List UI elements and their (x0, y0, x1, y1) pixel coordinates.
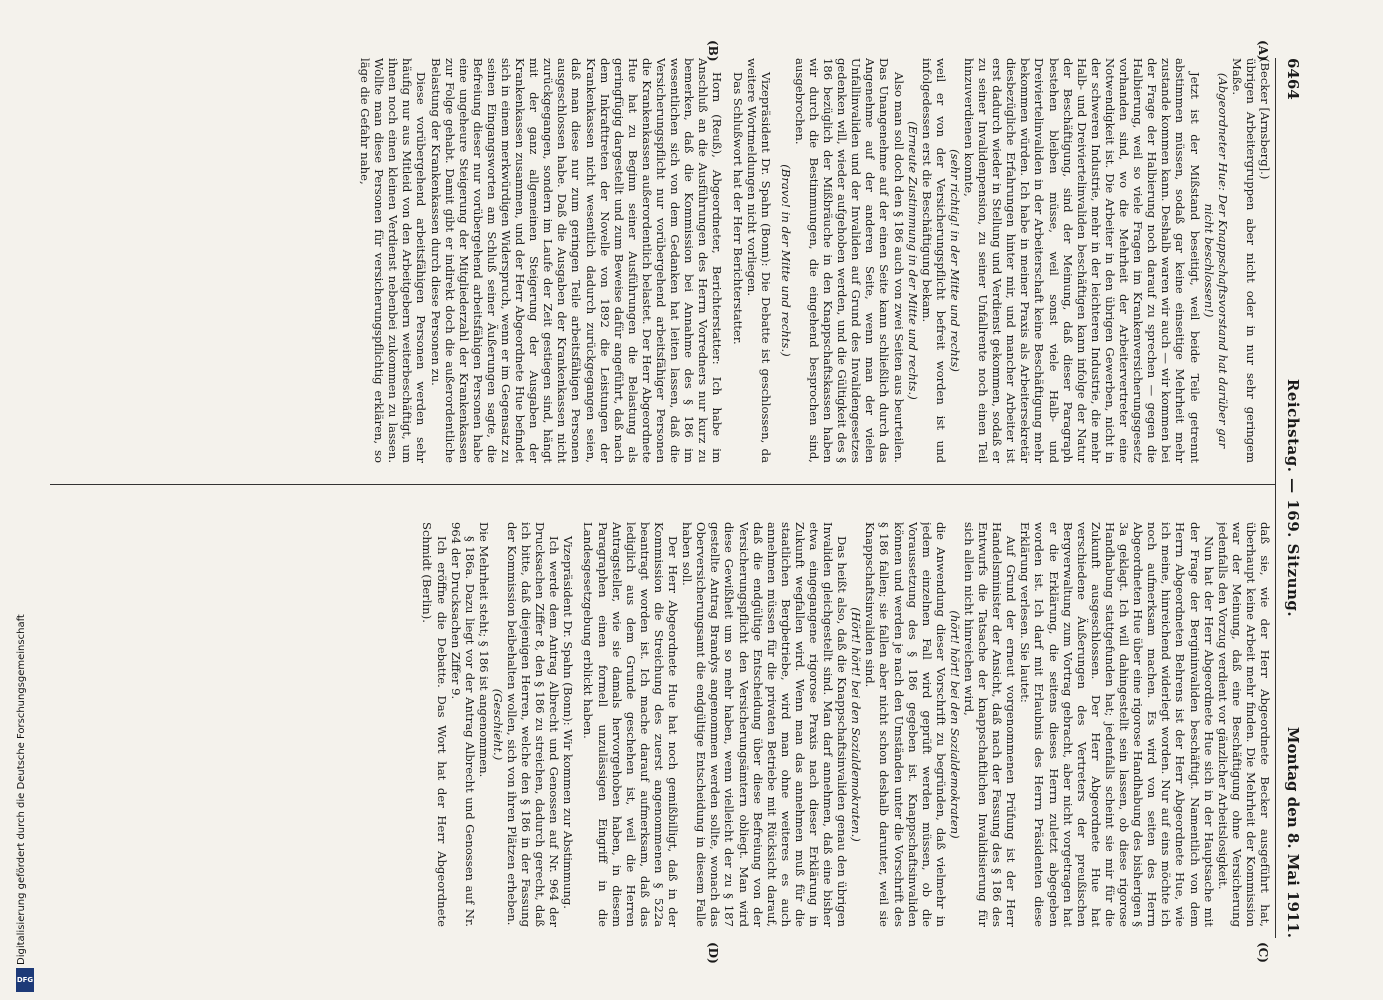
right-column (57, 522, 1272, 927)
margin-marker-c: (C) (1256, 942, 1270, 963)
margin-marker-b: (B) (706, 40, 720, 62)
paragraph: Der Herr Abgeordnete Hue hat noch gemißbilligt, daß in der Kommission die Streichung des zuerst angenommenen § 522a beantragt worden ist. Ich mache darauf aufmerksam, daß das lediglich aus dem Grunde geschehen ist, weil die Herren Antragsteller, wie sie damals hervorgehoben haben, in diesem Paragraphen einen formell unzulässigen Eingriff in die Landesgesetzgebung erblickt haben. (581, 522, 681, 927)
document-page (30, 0, 1330, 1000)
paragraph: (Becker [Arnsberg].) (1258, 58, 1272, 180)
paragraph: Nun hat der Herr Abgeordnete Hue sich in der Hauptsache mit der Frage der Bergininvaliden beschäftigt. Namentlich von dem Herrn Abgeordneten Behrens ist der Herr Abgeordnete Hue, wie ich meine, hinreichend widerlegt worden. Nur auf eins möchte ich noch aufmerksam machen. Es wird von seiten des Herrn Abgeordneten Hue über eine rigorose Handhabung des bisherigen § 3a geklagt. Ich will dahingestellt sein lassen, ob diese rigorose Handhabung stattgefunden hat; jedenfalls scheint sie mir für die Zukunft ausgeschlossen. Der Herr Abgeordnete Hue hat verschiedene Äußerungen des Vertreters der preußischen Bergverwaltung zum Vortrag gebracht, aber nicht vorgetragen hat er die Erklärung, die seitens dieses Herrn zuletzt abgegeben worden ist. Ich darf mit Erlaubnis des Herrn Präsidenten diese Erklärung verlesen. Sie lautet: (1018, 522, 1216, 927)
paragraph: Auf Grund der erneut vorgenommenen Prüfung ist der Herr Handelsminister der Ansicht, daß nach der Fassung des § 186 des Entwurfs die Tatsache der knappschaftlichen Invalidisierung für sich allein nicht hinreichen wird, (962, 522, 1019, 927)
margin-marker-d: (D) (706, 942, 720, 964)
paragraph: daß sie, wie der Herr Abgeordnete Becker ausgeführt hat, überhaupt keine Arbeit mehr finden. Die Mehrheit der Kommission war der Meinung, daß eine Beschäftigung ohne Versicherung jedenfalls den Vorzug verdient vor gänzlicher Arbeitslosigkeit. (1215, 522, 1272, 927)
paragraph: (sehr richtig! in der Mitte und rechts) (947, 149, 962, 372)
session-date: Montag den 8. Mai 1911. (1284, 726, 1302, 938)
paragraph: die Anwendung dieser Vorschrift zu begründen, daß vielmehr in jedem einzelnen Fall wird geprüft werden müssen, ob die Voraussetzung des § 186 gegeben ist. Knappschaftsinvaliden können und werden je nach den Umständen unter die Vorschrift des § 186 fallen; sie fallen aber nicht schon deshalb darunter, weil sie Knappschaftsinvaliden sind. (863, 522, 948, 927)
left-column (57, 58, 1272, 463)
paragraph: (hört! hört! bei den Sozialdemokraten) (947, 610, 962, 839)
paragraph: Das heißt also, daß die Knappschaftsinvaliden genau den übrigen Invaliden gleichgestellt sind. Man darf annehmen, daß eine bisher etwa eingegangene rigorose Praxis nach dieser Erklärung in Zukunft wegfallen wird. Wenn man das annehmen muß für die staatlichen Bergbetriebe, wird man ohne weiteres es auch annehmen müssen für die privaten Betriebe mit Rücksicht darauf, daß die endgültige Entscheidung über diese Befreiung von der Versicherungspflicht den Versicherungsämtern obliegt. Man wird diese Gewißheit um so mehr haben, wenn vielleicht der zu § 187 gestellte Antrag Brandys angenommen werden sollte, wonach das Oberversicherungsamt die endgültige Entscheidung in diesem Falle haben soll. (680, 522, 850, 927)
column-divider (50, 484, 1275, 485)
page-number: 6464 (1284, 58, 1302, 100)
paragraph: übrigen Arbeitergruppen aber nicht oder in nur sehr geringem Maße. (1229, 58, 1258, 463)
paragraph: Das Schlußwort hat der Herr Berichterstatter. (730, 72, 745, 345)
paragraph: Ich eröffne die Debatte. Das Wort hat der Herr Abgeordnete Schmidt (Berlin). (420, 522, 449, 927)
paragraph: Horn (Reuß), Abgeordneter, Berichterstatter: Ich habe im Anschluß an die Ausführungen des Herrn Vorredners nur kurz zu bemerken, daß die Kommission bei Annahme des § 186 im wesentlichen sich von dem Gedanken hat leiten lassen, daß die Versicherungspflicht nur vorübergehend arbeitsfähiger Personen die Krankenkassen außerordentlich belastet. Der Herr Abgeordnete Hue hat zu Beginn seiner Ausführungen die Belastung als geringfügig dargestellt und zum Beweise dafür angeführt, daß nach dem Inkrafttreten der Novelle von 1892 die Leistungen der Krankenkassen nicht wesentlich dadurch zurückgegangen seien, daß man diese nur zum geringen Teile arbeitsfähigen Personen ausgeschlossen habe. Daß die Ausgaben der Krankenkassen nicht zurückgegangen, sondern im Laufe der Zeit gestiegen sind, hängt mit der ganz allgemeinen Steigerung der Ausgaben der Krankenkassen zusammen, und der Herr Abgeordnete Hue befindet sich in einem merkwürdigen Widerspruch, wenn er im Gegensatz zu seinen Eingangsworten am Schluß seiner Äußerungen sagte, die Befreiung dieser nur vorübergehend arbeitsfähigen Personen habe eine ungeheure Steigerung der Mitgliederzahl der Krankenkassen zur Folge gehabt. Damit gibt er indirekt doch die außerordentliche Belastung der Krankenkassen durch diese Personen zu. (428, 58, 725, 463)
paragraph: (Geschieht.) (490, 688, 505, 761)
paragraph: (Hört! hört! bei den Sozialdemokraten.) (849, 607, 864, 842)
paragraph: Ich werde dem Antrag Albrecht und Genossen auf Nr. 964 der Drucksachen Ziffer 8, den § 186 zu streichen, dadurch gerecht, daß ich bitte, daß diejenigen Herren, welche den § 186 in der Fassung der Kommission beibehalten wollen, sich von ihren Plätzen erheben. (505, 522, 562, 927)
funding-credit: Digitalisierung gefördert durch die Deutsche Forschungsgemeinschaft (16, 614, 27, 965)
dfg-logo: DFG (16, 968, 34, 992)
paragraph: Also man soll doch den § 186 auch von zwei Seiten aus beurteilen. Das Unangenehme auf der einen Seite kann schließlich durch das Angenehme auf der anderen Seite, wenn man der vielen Unfallinvaliden und der Invaliden auf Grund des Invalidengesetzes gedenken will, wieder aufgehoben werden, und die Gültigkeit des § 186 bezüglich der Mißbräuche in den Knappschaftskassen haben wir durch die Bestimmungen, die eingehend besprochen sind, ausgebrochen. (792, 58, 906, 463)
paragraph: (Erneute Zustimmung in der Mitte und rechts.) (905, 121, 920, 400)
page-title: Reichstag. — 169. Sitzung. (1284, 378, 1302, 618)
paragraph: § 186a. Dazu liegt vor der Antrag Albrecht und Genossen auf Nr. 964 der Drucksachen Ziffer 9. (448, 522, 477, 927)
footer-credit (16, 0, 36, 1000)
paragraph: Jetzt ist der Mißstand beseitigt, weil beide Teile getrennt abstimmen müssen, sodaß gar keine einseitige Mehrheit mehr zustande kommen kann. Deshalb waren wir auch — wir kommen bei der Frage der Halbierung noch darauf zu sprechen — gegen die Halbierung, weil so viele Fragen im Krankenversicherungsgesetz vorhanden sind, wo die Mehrheit der Arbeitervertreter eine Notwendigkeit ist. Die Arbeiter in den übrigen Gewerben, nicht in der schweren Industrie, mehr in der leichteren Industrie, die mehr Halb- und Dreiviertelinvaliden beschäftigen kann infolge der Natur der Beschäftigung, sind der Meinung, daß dieser Paragraph bestehen bleiben müsse, weil sonst viele Halb- und Dreiviertelinvaliden in der Arbeiterschaft keine Beschäftigung mehr bekommen würden. Ich habe in meiner Praxis als Arbeitersekretär diesbezügliche Erfahrungen hinter mir, und mancher Arbeiter ist erst dadurch wieder in Stellung und Verdienst gekommen, sodaß er zu seiner Invalidenpension, zu seiner Unfallrente noch einen Teil hinzuverdienen konnte, (962, 58, 1202, 463)
paragraph: Diese vorübergehend arbeitsfähigen Personen werden sehr häufig nur aus Mitleid von den Arbeitgebern weiterbeschäftigt, um ihnen noch einen kleinen Verdienst nebenbei zukommen zu lassen. Wollte man diese Personen für versicherungspflichtig erklären, so läge die Gefahr nahe, (358, 58, 429, 463)
paragraph: Die Mehrheit steht; § 186 ist angenommen. (476, 522, 491, 778)
paragraph: (Bravo! in der Mitte und rechts.) (778, 164, 793, 357)
paragraph: (Abgeordneter Hue: Der Knappschaftsvorstand hat darüber gar nicht beschlossen!) (1201, 72, 1230, 449)
margin-marker-a: (A) (1256, 40, 1270, 61)
paragraph: weil er von der Versicherungspflicht befreit worden ist und infolgedessen erst die Beschäftigung bekam. (919, 58, 948, 463)
page-header (1280, 58, 1302, 938)
paragraph: Vizepräsident Dr. Spahn (Bonn): Wir kommen zur Abstimmung. (561, 536, 576, 909)
header-rule (1275, 58, 1276, 938)
paragraph: Vizepräsident Dr. Spahn (Bonn): Die Debatte ist geschlossen, da weitere Wortmeldungen nicht vorliegen. (744, 58, 773, 463)
